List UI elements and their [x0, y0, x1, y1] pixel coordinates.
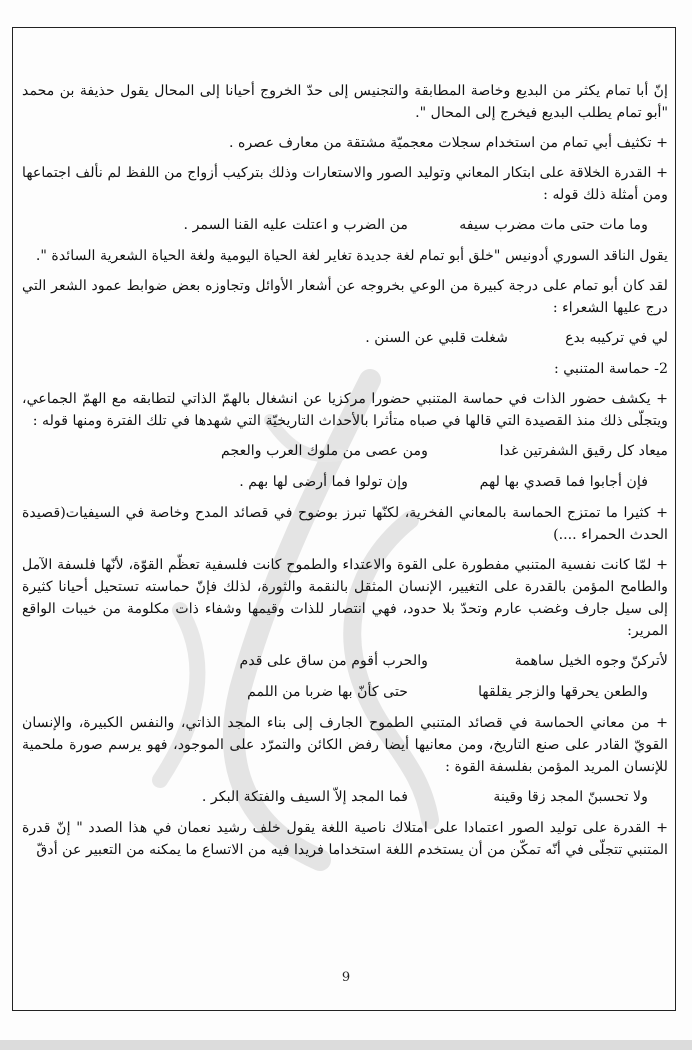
verse-second-hemistich: ومن عصى من ملوك العرب والعجم	[221, 443, 428, 459]
section-heading-mutanabbi: 2- حماسة المتنبي :	[553, 361, 668, 377]
paragraph-lexicon: + تكثيف أبي تمام من استخدام سجلات معجميّة مشتقة من معارف عصره .	[229, 135, 668, 151]
verse-second-hemistich: والحرب أقوم من ساق على قدم	[239, 653, 428, 669]
verse-second-hemistich: من الضرب و اعتلت عليه القنا السمر .	[183, 217, 408, 233]
verse-first-hemistich: فإن أجابوا فما قصدي بها لهم	[479, 474, 648, 490]
verse-second-hemistich: فما المجد إلاّ السيف والفتكة البكر .	[201, 789, 408, 805]
verse-first-hemistich: وما مات حتى مات مضرب سيفه	[459, 217, 648, 233]
verse-line	[22, 650, 668, 672]
verse-line	[22, 681, 668, 703]
verse-first-hemistich: لأتركنّ وجوه الخيل ساهمة	[514, 653, 668, 669]
paragraph-creative-ability: + القدرة الخلاقة على ابتكار المعاني وتوليد الصور والاستعارات وذلك بتركيب أزواج من اللفظ لم نألف اجتماعها ومن أمثلة ذلك قوله :	[22, 165, 668, 203]
verse-line	[22, 786, 668, 808]
paragraph-awareness: لقد كان أبو تمام على درجة كبيرة من الوعي بخروجه عن أشعار الأوائل وتجاوزه بعض ضوابط عمود الشعر التي درج عليها الشعراء :	[22, 278, 668, 316]
page-number: 9	[341, 970, 351, 985]
verse-first-hemistich: ولا تحسبنّ المجد زقا وقينة	[493, 789, 648, 805]
paragraph-imagery: + القدرة على توليد الصور اعتمادا على امتلاك ناصية اللغة يقول خلف رشيد نعمان في هذا الصدد " إنّ قدرة المتنبي تتجلّى في أنّه تمكّن من أن يستخدم اللغة استخداما فريدا فيه من الاتساع ما يمكنه من التعبير عن أدقّ	[22, 820, 668, 858]
document-body	[22, 80, 668, 869]
verse-second-hemistich: حتى كأنّ بها ضربا من اللمم	[247, 684, 408, 700]
verse-line	[22, 440, 668, 462]
verse-line	[22, 214, 668, 236]
verse-line	[22, 471, 668, 493]
paragraph-strength-philosophy: + لمّا كانت نفسية المتنبي مفطورة على القوة والاعتداء والطموح كانت فلسفية تعظّم القوّة، لأنّها فلسفة الآمل والطامح المؤمن بالقدرة على التغيير، الإنسان المثقل بالنقمة والثورة، لذلك فإنّ حماسته تستحيل أحيانا كثيرة إلى سيل جارف وغضب عارم وتحدّ بلا حدود، فهي انتصار للذات وقيمها وشفاء ذات مكلومة من خيبات الواقع المرير:	[22, 557, 668, 639]
paragraph-adonis-quote: يقول الناقد السوري أدونيس "خلق أبو تمام لغة جديدة تغاير لغة الحياة اليومية ولغة الحياة الشعرية السائدة ".	[35, 248, 668, 264]
verse-first-hemistich: ميعاد كل رقيق الشفرتين غدا	[499, 443, 668, 459]
verse-first-hemistich: والطعن يحرقها والزجر يقلقها	[478, 684, 648, 700]
paragraph-self-presence: + يكشف حضور الذات في حماسة المتنبي حضورا مركزيا عن انشغال بالهمّ الذاتي لتطابقه مع الهمّ الجماعي، ويتجلّى ذلك منذ القصيدة التي قالها في صباه متأثرا بالأحداث التاريخيّة التي شهدها في تلك الفترة ومنها قوله :	[22, 391, 668, 429]
paragraph-pride: + كثيرا ما تمتزج الحماسة بالمعاني الفخرية، لكنّها تبرز بوضوح في قصائد المدح وخاصة في السيفيات(قصيدة الحدث الحمراء ....)	[22, 505, 668, 543]
verse-first-hemistich: لي في تركيبه بدع	[565, 330, 668, 346]
verse-second-hemistich: شغلت قلبي عن السنن .	[365, 330, 508, 346]
bottom-strip	[0, 1040, 692, 1050]
verse-line	[22, 327, 668, 349]
paragraph-badi: إنّ أبا تمام يكثر من البديع وخاصة المطابقة والتجنيس إلى حدّ الخروج أحيانا إلى المحال يقول حذيفة بن محمد "أبو تمام يطلب البديع فيخرج إلى المحال ".	[22, 83, 668, 121]
verse-second-hemistich: وإن تولوا فما أرضى لها بهم .	[239, 474, 408, 490]
paragraph-ambition: + من معاني الحماسة في قصائد المتنبي الطموح الجارف إلى بناء المجد الذاتي، والنفس الكبيرة، والإنسان القويّ القادر على صنع التاريخ، ومن معانيها أيضا رفض الكائن والتمرّد على الموجود، فهو يرسم صورة ملحمية للإنسان المريد المؤمن بفلسفة القوة :	[22, 715, 668, 775]
